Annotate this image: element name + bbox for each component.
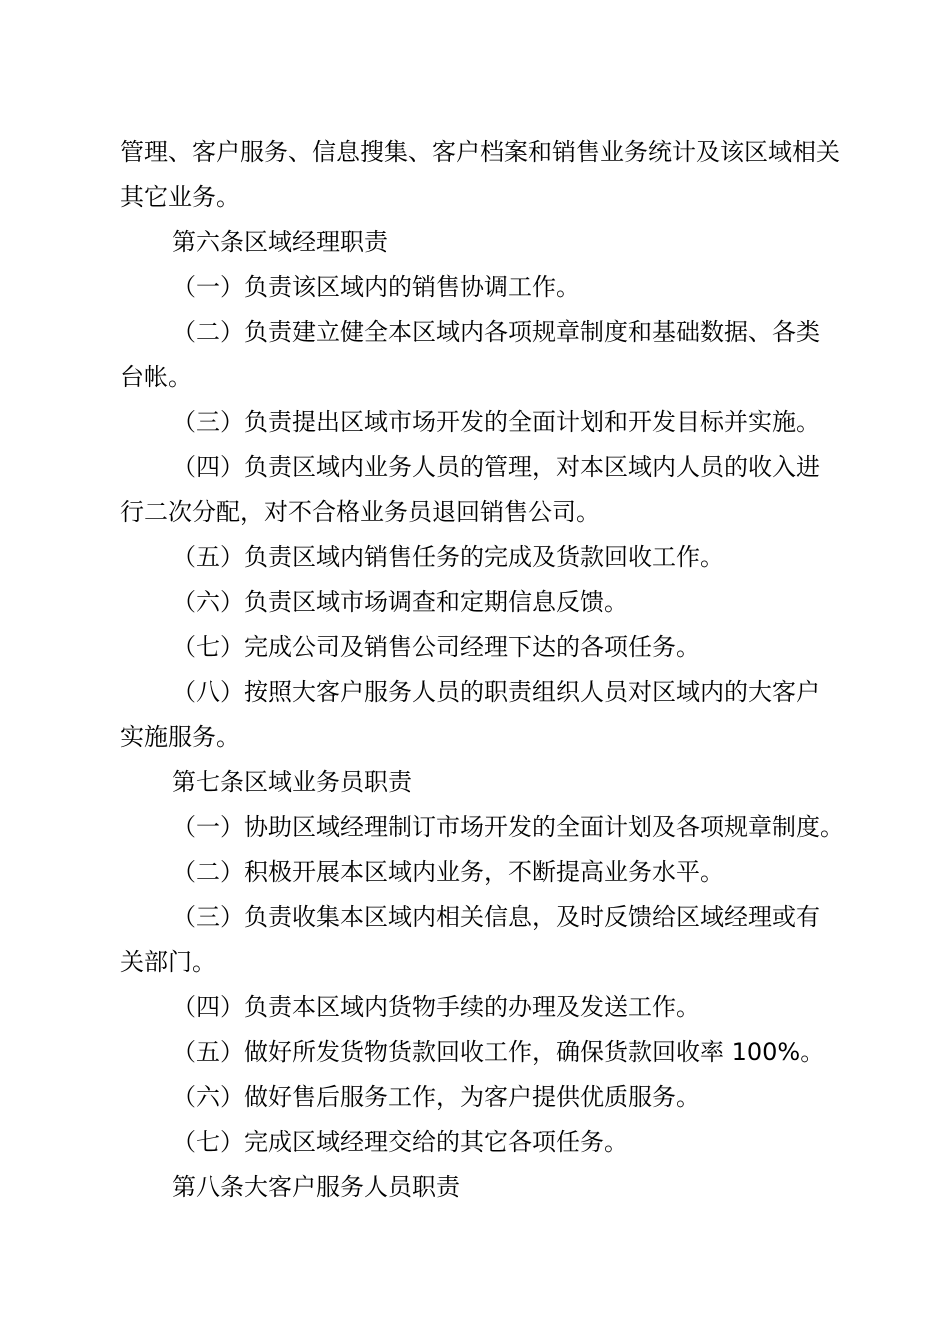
- article-6-item-1: [120, 265, 860, 310]
- document-page: [120, 130, 860, 1210]
- text-line: （二）积极开展本区域内业务，不断提高业务水平。: [172, 858, 724, 886]
- text-line: 第六条区域经理职责: [172, 228, 388, 256]
- text-line: （六）负责区域市场调查和定期信息反馈。: [172, 588, 628, 616]
- article-6-item-5: [120, 535, 860, 580]
- text-line: （六）做好售后服务工作，为客户提供优质服务。: [172, 1083, 700, 1111]
- text-line: （四）负责本区域内货物手续的办理及发送工作。: [172, 993, 700, 1021]
- text-line: 行二次分配，对不合格业务员退回销售公司。: [120, 498, 600, 526]
- text-line: 第八条大客户服务人员职责: [172, 1173, 460, 1201]
- continuation-paragraph: [120, 130, 860, 220]
- text-line: （一）协助区域经理制订市场开发的全面计划及各项规章制度。: [172, 813, 844, 841]
- text-line: 关部门。: [120, 948, 216, 976]
- text-line: （三）负责收集本区域内相关信息，及时反馈给区域经理或有: [172, 903, 820, 931]
- text-line: （一）负责该区域内的销售协调工作。: [172, 273, 580, 301]
- article-6-item-7: [120, 625, 860, 670]
- text-line: 其它业务。: [120, 183, 240, 211]
- text-line: 管理、客户服务、信息搜集、客户档案和销售业务统计及该区域相关: [120, 138, 840, 166]
- article-6-item-2: [120, 310, 860, 400]
- article-6-item-8: [120, 670, 860, 760]
- article-7-item-2: [120, 850, 860, 895]
- article-7-heading: [120, 760, 860, 805]
- article-7-item-3: [120, 895, 860, 985]
- article-7-item-6: [120, 1075, 860, 1120]
- article-7-item-1: [120, 805, 860, 850]
- text-line: 第七条区域业务员职责: [172, 768, 412, 796]
- text-line: （七）完成区域经理交给的其它各项任务。: [172, 1128, 628, 1156]
- text-line: （四）负责区域内业务人员的管理，对本区域内人员的收入进: [172, 453, 820, 481]
- text-line: （八）按照大客户服务人员的职责组织人员对区域内的大客户: [172, 678, 820, 706]
- text-line: （五）负责区域内销售任务的完成及货款回收工作。: [172, 543, 724, 571]
- text-line: 实施服务。: [120, 723, 240, 751]
- article-7-item-4: [120, 985, 860, 1030]
- text-line: （七）完成公司及销售公司经理下达的各项任务。: [172, 633, 700, 661]
- article-8-heading: [120, 1165, 860, 1210]
- article-7-item-7: [120, 1120, 860, 1165]
- text-line: （二）负责建立健全本区域内各项规章制度和基础数据、各类: [172, 318, 820, 346]
- text-line: （五）做好所发货物货款回收工作，确保货款回收率 100%。: [172, 1038, 825, 1066]
- text-line: （三）负责提出区域市场开发的全面计划和开发目标并实施。: [172, 408, 820, 436]
- article-6-item-4: [120, 445, 860, 535]
- article-6-heading: [120, 220, 860, 265]
- article-7-item-5: [120, 1030, 860, 1075]
- article-6-item-3: [120, 400, 860, 445]
- text-line: 台帐。: [120, 363, 192, 391]
- article-6-item-6: [120, 580, 860, 625]
